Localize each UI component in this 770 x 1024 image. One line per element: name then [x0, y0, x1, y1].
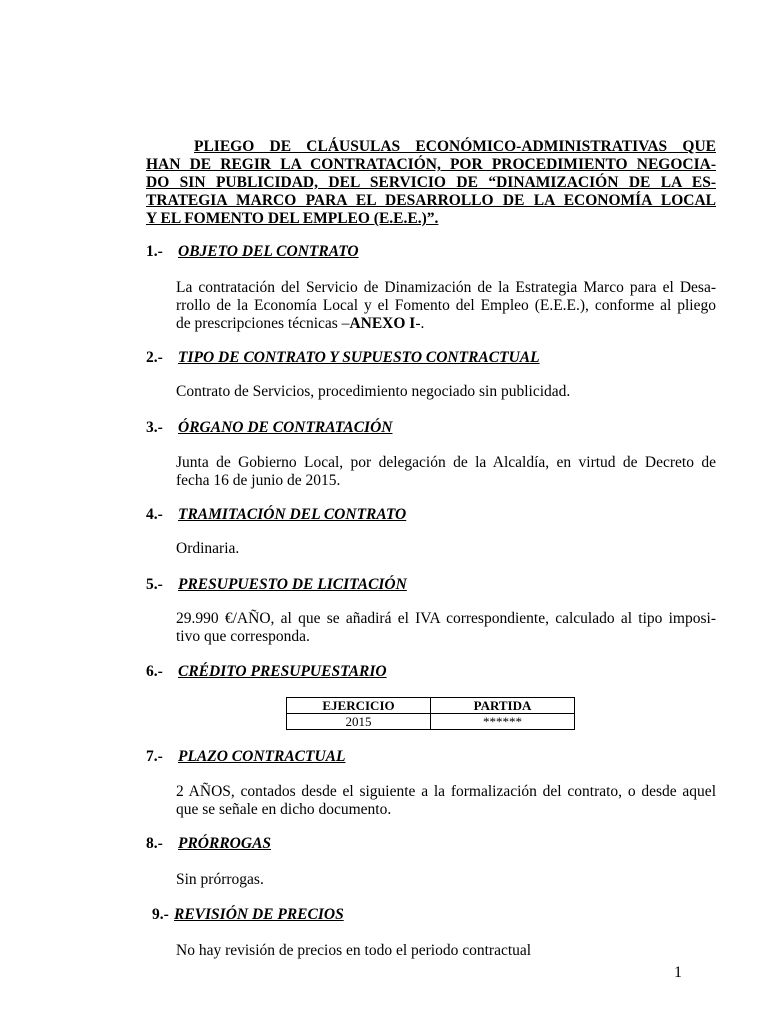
section-heading-8: [146, 835, 271, 853]
page-number: 1: [674, 964, 682, 981]
section-heading-5: [146, 576, 407, 594]
title-line: PLIEGO DE CLÁUSULAS ECONÓMICO-ADMINISTRATIVAS QUE: [194, 138, 716, 155]
section-body-9: [176, 942, 716, 960]
section-number: 9.-: [152, 906, 169, 923]
body-line: Ordinaria.: [176, 540, 240, 557]
body-line: rrollo de la Economía Local y el Fomento del Empleo (E.E.E.), conforme al pliego: [176, 297, 716, 314]
section-title: ÓRGANO DE CONTRATACIÓN: [178, 419, 393, 436]
section-title: CRÉDITO PRESUPUESTARIO: [178, 663, 387, 680]
body-line: fecha 16 de junio de 2015.: [176, 472, 341, 489]
section-heading-4: [146, 506, 406, 524]
table-header-cell: EJERCICIO: [287, 698, 431, 714]
section-number: 1.-: [146, 243, 163, 260]
section-title: PRÓRROGAS: [178, 835, 272, 852]
title-line: DO SIN PUBLICIDAD, DEL SERVICIO DE “DINAMIZACIÓN DE LA ES-: [146, 174, 716, 191]
table-row: [287, 714, 575, 730]
body-line: 29.990 €/AÑO, al que se añadirá el IVA correspondiente, calculado al tipo imposi-: [176, 610, 716, 627]
title-line: HAN DE REGIR LA CONTRATACIÓN, POR PROCEDIMIENTO NEGOCIA-: [146, 156, 716, 173]
section-title: TRAMITACIÓN DEL CONTRATO: [178, 506, 407, 523]
section-number: 3.-: [146, 419, 163, 436]
title-line: Y EL FOMENTO DEL EMPLEO (E.E.E.)”.: [146, 210, 439, 227]
section-body-8: [176, 871, 716, 889]
section-heading-2: [146, 349, 540, 367]
section-heading-9: [152, 906, 344, 924]
table-cell: ******: [431, 714, 575, 730]
body-line: [176, 315, 716, 333]
section-number: 6.-: [146, 663, 163, 680]
section-heading-3: [146, 419, 392, 437]
body-line: No hay revisión de precios en todo el periodo contractual: [176, 942, 532, 959]
body-line: La contratación del Servicio de Dinamización de la Estrategia Marco para el Desa-: [176, 279, 716, 296]
section-title: PLAZO CONTRACTUAL: [178, 748, 346, 765]
section-title: REVISIÓN DE PRECIOS: [174, 906, 344, 923]
section-heading-6: [146, 663, 387, 681]
section-body-5: [176, 610, 716, 646]
body-line: tivo que corresponda.: [176, 628, 310, 645]
section-number: 5.-: [146, 576, 163, 593]
body-line: Junta de Gobierno Local, por delegación de la Alcaldía, en virtud de Decreto de: [176, 454, 716, 471]
budget-credit-table: [286, 697, 575, 730]
section-title: PRESUPUESTO DE LICITACIÓN: [178, 576, 407, 593]
table-header-cell: PARTIDA: [431, 698, 575, 714]
section-body-2: [176, 383, 716, 401]
body-line: Sin prórrogas.: [176, 871, 264, 888]
document-title: [146, 138, 716, 228]
section-body-4: [176, 540, 716, 558]
section-number: 7.-: [146, 748, 163, 765]
body-text: de prescripciones técnicas –: [176, 315, 350, 332]
section-number: 4.-: [146, 506, 163, 523]
table-header-row: [287, 698, 575, 714]
section-title: TIPO DE CONTRATO Y SUPUESTO CONTRACTUAL: [178, 349, 540, 366]
body-line: que se señale en dicho documento.: [176, 801, 392, 818]
section-title: OBJETO DEL CONTRATO: [178, 243, 359, 260]
section-body-7: [176, 783, 716, 819]
table-cell: 2015: [287, 714, 431, 730]
section-number: 2.-: [146, 349, 163, 366]
title-line: TRATEGIA MARCO PARA EL DESARROLLO DE LA ECONOMÍA LOCAL: [146, 192, 716, 209]
section-number: 8.-: [146, 835, 163, 852]
body-line: Contrato de Servicios, procedimiento negociado sin publicidad.: [176, 383, 571, 400]
annex-reference: ANEXO I: [349, 315, 416, 332]
section-heading-7: [146, 748, 346, 766]
section-heading-1: [146, 243, 359, 261]
section-body-3: [176, 454, 716, 490]
body-text: -.: [415, 315, 425, 332]
body-line: 2 AÑOS, contados desde el siguiente a la formalización del contrato, o desde aquel: [176, 783, 716, 800]
section-body-1: [176, 279, 716, 333]
